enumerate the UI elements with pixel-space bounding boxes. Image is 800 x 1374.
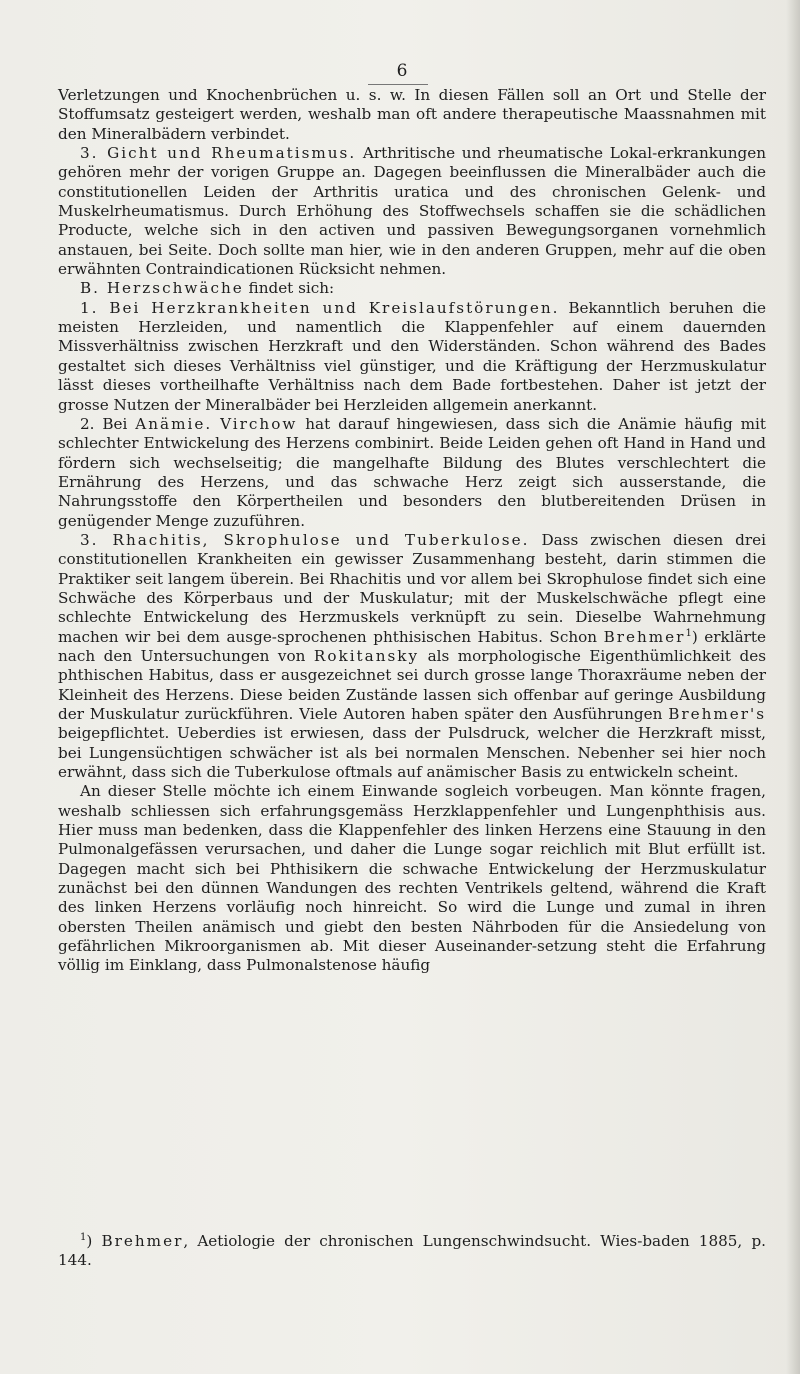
section-heading: 1. Bei Herzkrankheiten und Kreislaufstörungen. [80,298,560,317]
author-name: Rokitansky [313,646,420,665]
paragraph-text: ) erklärte nach den Untersuchungen von [58,627,766,665]
footnote-reference[interactable]: 1 [685,627,692,639]
paragraph-lead: 2. Bei [80,414,136,433]
author-name: Brehmer [101,1232,184,1250]
paragraph-text: Verletzungen und Knochenbrüchen u. s. w. In diesen Fällen soll an Ort und Stelle der Stoffumsatz gesteigert werden, weshalb man oft andere therapeutische Maassnahmen mit den Mineralbädern verbindet. [58,86,766,143]
paragraph-text: An dieser Stelle möchte ich einem Einwande sogleich vorbeugen. Man könnte fragen, weshalb schliessen sich erfahrungsgemäss Herzklappenfehler und Lungenphthisis aus. Hier muss man bedenken, dass die Klappenfehler des linken Herzens eine Stauung in den Pulmonalgefässen verursachen, und daher die Lunge sogar reichlich mit Blut erfüllt ist. Dagegen macht sich bei Phthisikern die schwache Entwickelung der Herzmuskulatur zunächst bei den dünnen Wandungen des rechten Ventrikels geltend, während die Kraft des linken Herzens vorläufig noch hinreicht. So wird die Lunge und zumal in ihren obersten Theilen anämisch und giebt den besten Nährboden für die Ansiedelung von gefährlichen Mikroorganismen ab. Mit dieser Auseinander-setzung steht die Erfahrung völlig im Einklang, dass Pulmonalstenose häufig [58,782,766,975]
paragraph-herzkrankheiten [58,299,766,415]
paragraph-text: Dass zwischen diesen drei constitutionellen Krankheiten ein gewisser Zusammenhang besteht, darin stimmen die Praktiker seit langem überein. Bei Rhachitis und vor allem bei Skrophulose findet sich eine Schwäche des Körperbaus und der Muskulatur; mit der Muskelschwäche pflegt eine schlechte Entwickelung des Herzmuskels verknüpft zu sein. Dieselbe Wahrnehmung machen wir bei dem ausge-sprochenen phthisischen Habitus. Schon [58,530,766,646]
page-edge-shadow [786,0,800,1374]
paragraph-einwand [58,782,766,975]
footnote-part: , Aetiologie der chronischen Lungenschwindsucht. Wies-baden 1885, p. 144. [58,1232,766,1270]
section-heading: B. Herzschwäche [80,279,244,298]
paragraph-gicht [58,144,766,279]
footnote [58,1232,766,1271]
paragraph-spacer [212,415,220,433]
section-heading: 3. Rhachitis, Skrophulose und Tuberkulose. [80,530,530,549]
page-number-rule [368,84,428,85]
paragraph-text: Bekanntlich beruhen die meisten Herzleiden, und namentlich die Klappenfehler auf einem dauernden Missverhältniss zwischen Herzkraft und den Widerständen. Schon während des Bades gestaltet sich dieses Verhältniss viel günstiger, und die Kräftigung der Herzmuskulatur lässt dieses vortheilhafte Verhältniss nach dem Bade fortbestehen. Daher ist jetzt der grosse Nutzen der Mineralbäder bei Herzleiden allgemein anerkannt. [58,298,766,414]
paragraph-anaemie [58,415,766,531]
paragraph-text: findet sich: [243,279,335,298]
paragraph-rhachitis [58,531,766,782]
paragraph-continuation [58,86,766,144]
footnote-text [58,1232,766,1271]
section-heading: 3. Gicht und Rheumatismus. [80,144,357,163]
footnote-mark: 1 [80,1231,87,1243]
author-name: Brehmer's [668,705,766,723]
body-text [58,86,766,976]
footnote-part: ) [86,1232,102,1250]
paragraph-herzschwaeche [58,279,766,298]
author-name: Brehmer [603,627,686,646]
paragraph-text: als morphologische Eigenthümlichkeit des phthischen Habitus, dass er ausgezeichnet sei durch grosse lange Thoraxräume neben der Kleinheit des Herzens. Diese beiden Zustände lassen sich offenbar auf geringe Ausbildung der Muskulatur zurückführen. Viele Autoren haben später den Ausführungen [58,646,766,723]
paragraph-text: Arthritische und rheumatische Lokal-erkrankungen gehören mehr der vorigen Gruppe an. Dagegen beeinflussen die Mineralbäder auch die constitutionellen Leiden der Arthritis uratica und des chronischen Gelenk- und Muskelrheumatismus. Durch Erhöhung des Stoffwechsels schaffen sie die schädlichen Producte, welche sich in den activen und passiven Bewegungsorganen vornehmlich anstauen, bei Seite. Doch sollte man hier, wie in den anderen Gruppen, mehr auf die oben erwähnten Contraindicationen Rücksicht nehmen. [58,144,767,279]
page-number: 6 [396,61,408,81]
section-heading: Anämie. [135,414,213,433]
paragraph-text: hat darauf hingewiesen, dass sich die Anämie häufig mit schlechter Entwickelung des Herzens combinirt. Beide Leiden gehen oft Hand in Hand und fördern sich wechselseitig; die mangelhafte Bildung des Blutes verschlechtert die Ernährung des Herzens, und das schwache Herz zeigt sich ausserstande, die Nahrungsstoffe den Körpertheilen und besonders den blutbereitenden Drüsen in genügender Menge zuzuführen. [58,414,766,530]
author-name: Virchow [220,414,298,433]
paragraph-text: beigepflichtet. Ueberdies ist erwiesen, dass der Pulsdruck, welcher die Herzkraft misst, bei Lungensüchtigen schwächer ist als bei normalen Menschen. Nebenher sei hier noch erwähnt, dass sich die Tuberkulose oftmals auf anämischer Basis zu entwickeln scheint. [58,724,766,782]
